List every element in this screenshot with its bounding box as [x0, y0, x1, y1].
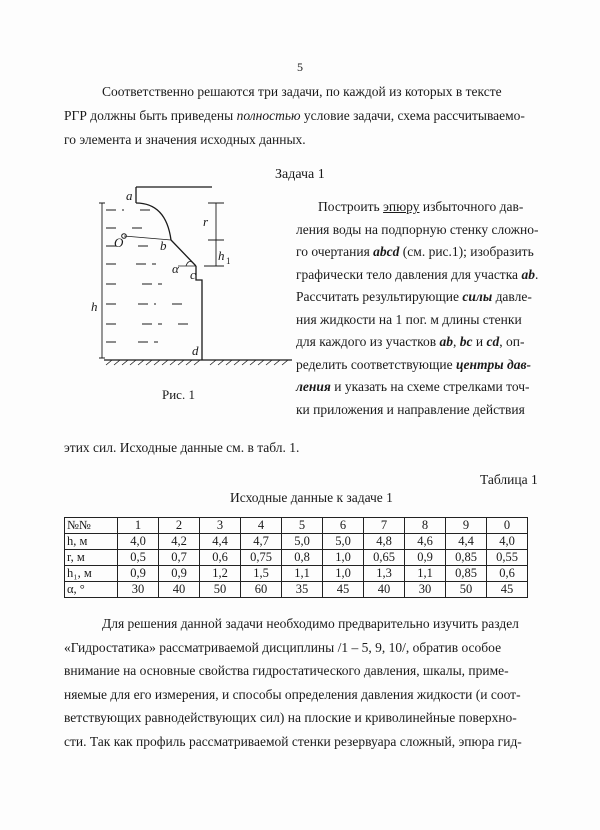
solution-paragraph	[64, 612, 542, 753]
task-text-span: избыточного дав-	[419, 199, 524, 214]
task-line-10: ки приложения и направление действия	[296, 401, 525, 417]
task-line-8	[296, 354, 543, 377]
task-keyword-forces: силы	[462, 289, 493, 304]
table-cell: 1,5	[241, 566, 282, 582]
task-text-span: ,	[453, 334, 460, 349]
table-cell: 0,6	[200, 550, 241, 566]
table-cell: 0	[487, 518, 528, 534]
solution-line-1: Для решения данной задачи необходимо предварительно изучить раздел	[102, 616, 519, 631]
table-cell: 0,85	[446, 566, 487, 582]
task-line-2: ления воды на подпорную стенку сложно-	[296, 221, 539, 237]
table-cell: 9	[446, 518, 487, 534]
table-cell: 1,0	[323, 550, 364, 566]
intro-line-2	[64, 104, 542, 128]
task-text-span: Построить	[318, 199, 384, 214]
figure-caption: Рис. 1	[162, 387, 195, 402]
label-d: d	[192, 343, 199, 358]
figure-wall-diagram	[92, 180, 292, 370]
label-alpha: α	[172, 261, 179, 276]
table-cell: 0,85	[446, 550, 487, 566]
table-cell: 50	[200, 582, 241, 598]
table-cell: 4	[241, 518, 282, 534]
table-row	[65, 566, 528, 582]
table-cell: 4,0	[487, 534, 528, 550]
intro-line-2-end: условие задачи, схема рассчитываемо-	[300, 108, 525, 123]
table-row-label: №№	[65, 518, 118, 534]
table-cell: 40	[364, 582, 405, 598]
task-text-span: давле-	[492, 289, 532, 304]
table-cell: 0,65	[364, 550, 405, 566]
ground-hatching	[106, 360, 288, 365]
table-cell: 0,8	[282, 550, 323, 566]
task-text-span: .	[534, 266, 539, 282]
table-cell: 0,5	[118, 550, 159, 566]
task-title: Задача 1	[275, 167, 325, 182]
task-line-4	[296, 264, 543, 287]
solution-line-2: «Гидростатика» рассматриваемой дисциплины /1 – 5, 9, 10/, обратив особое	[64, 639, 502, 655]
task-line-5	[296, 286, 543, 309]
table-cell: 1,0	[323, 566, 364, 582]
table-cell: 5,0	[323, 534, 364, 550]
wall-curve-ab	[136, 203, 171, 240]
intro-line-2-start: РГР должны быть приведены	[64, 108, 237, 123]
table-cell: 4,8	[364, 534, 405, 550]
task-line-7	[296, 331, 543, 354]
table-cell: 6	[323, 518, 364, 534]
table-cell: 40	[159, 582, 200, 598]
table-cell: 1,1	[282, 566, 323, 582]
table-cell: 0,9	[118, 566, 159, 582]
table-cell: 7	[364, 518, 405, 534]
solution-line-3: внимание на основные свойства гидростатического давления, шкалы, приме-	[64, 663, 509, 678]
page-number: 5	[297, 60, 303, 74]
task-line-9	[296, 376, 543, 399]
task-text-span: (см. рис.1); изобразить	[399, 244, 534, 259]
task-keyword-bc: bc	[459, 334, 473, 349]
table-cell: 4,4	[446, 534, 487, 550]
table-header-row	[65, 518, 528, 534]
table-cell: 8	[405, 518, 446, 534]
task-text-span: и	[472, 334, 487, 349]
table-cell: 0,9	[159, 566, 200, 582]
task-keyword-pressure: ления	[296, 379, 331, 394]
table-cell: 0,6	[487, 566, 528, 582]
table-cell: 30	[118, 582, 159, 598]
table-cell: 5,0	[282, 534, 323, 550]
label-h: h	[91, 299, 98, 314]
task-line-11: этих сил. Исходные данные см. в табл. 1.	[64, 440, 300, 455]
intro-line-1: Соответственно решаются три задачи, по каждой из которых в тексте	[102, 84, 502, 99]
task-line-1	[296, 196, 543, 219]
task-text-span: графически тело давления для участка	[296, 266, 522, 282]
task-text-span: для каждого из участков	[296, 334, 440, 349]
table-caption: Исходные данные к задаче 1	[230, 490, 393, 505]
label-b: b	[160, 238, 167, 253]
table-cell: 4,7	[241, 534, 282, 550]
water-dashes	[106, 210, 192, 342]
task-keyword-centers: центры дав-	[456, 356, 531, 372]
table-cell: 1,3	[364, 566, 405, 582]
table-cell: 45	[323, 582, 364, 598]
table-cell: 5	[282, 518, 323, 534]
table-cell: 45	[487, 582, 528, 598]
table-cell: 4,6	[405, 534, 446, 550]
label-c: c	[190, 267, 196, 282]
task-text-span: , оп-	[499, 334, 525, 349]
table-cell: 35	[282, 582, 323, 598]
task-text-span: го очертания	[296, 244, 374, 259]
table-cell: 0,75	[241, 550, 282, 566]
label-a: a	[126, 188, 133, 203]
table-row-label: α, °	[65, 582, 118, 598]
label-r: r	[203, 214, 209, 229]
table-cell: 1	[118, 518, 159, 534]
table-cell: 1,2	[200, 566, 241, 582]
table-row	[65, 582, 528, 598]
task-keyword-ab: ab	[439, 334, 454, 349]
task-line-3	[296, 241, 543, 264]
table-cell: 1,1	[405, 566, 446, 582]
task-line-6: ния жидкости на 1 пог. м длины стенки	[296, 311, 522, 327]
table-cell: 60	[241, 582, 282, 598]
table-row	[65, 534, 528, 550]
table-row	[65, 550, 528, 566]
table-cell: 30	[405, 582, 446, 598]
label-o: O	[114, 235, 124, 250]
solution-line-4: няемые для его измерения, и способы определения давления жидкости (и соот-	[64, 686, 521, 702]
intro-paragraph	[64, 80, 542, 152]
table-row-label: h₁, м	[65, 566, 118, 582]
table-cell: 0,7	[159, 550, 200, 566]
table-cell: 50	[446, 582, 487, 598]
table-cell: 4,2	[159, 534, 200, 550]
table-cell: 0,55	[487, 550, 528, 566]
solution-line-6: сти. Так как профиль рассматриваемой стенки резервуара сложный, эпюра гид-	[64, 733, 522, 749]
task-1-text	[296, 196, 543, 421]
task-text-span: Рассчитать результирующие	[296, 289, 463, 304]
table-cell: 4,0	[118, 534, 159, 550]
intro-line-3: го элемента и значения исходных данных.	[64, 132, 306, 147]
angle-arc	[186, 262, 192, 267]
table-label: Таблица 1	[480, 472, 538, 487]
task-keyword-ab: ab	[521, 266, 535, 282]
solution-line-5: ветствующих равнодействующих сил) на плоские и криволинейные поверхно-	[64, 710, 517, 725]
table-cell: 3	[200, 518, 241, 534]
label-h1: h	[218, 248, 225, 263]
label-h1-subscript: 1	[226, 256, 231, 266]
task-keyword-abcd: abcd	[373, 244, 400, 259]
task-keyword-cd: cd	[486, 334, 500, 349]
intro-emphasis: полностью	[236, 108, 301, 123]
input-data-table	[64, 517, 528, 598]
table-row-label: r, м	[65, 550, 118, 566]
task-text-span: ределить соответствующие	[296, 356, 457, 372]
table-cell: 4,4	[200, 534, 241, 550]
task-keyword-epure: эпюру	[383, 199, 420, 214]
table-row-label: h, м	[65, 534, 118, 550]
table-cell: 0,9	[405, 550, 446, 566]
task-text-span: и указать на схеме стрелками точ-	[330, 379, 530, 394]
table-cell: 2	[159, 518, 200, 534]
